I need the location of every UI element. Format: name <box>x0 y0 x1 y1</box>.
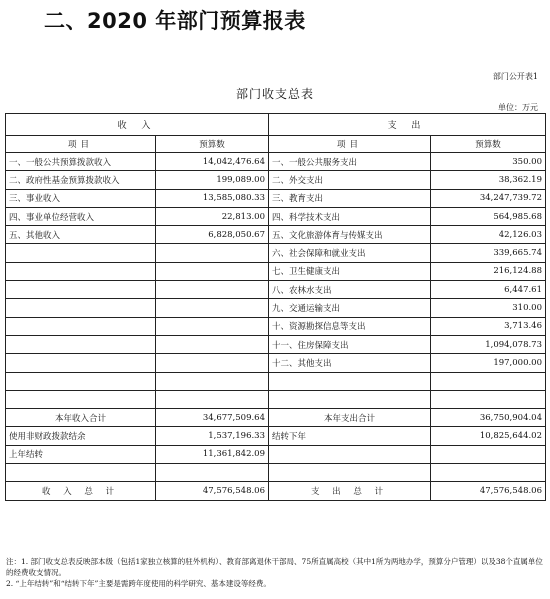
income-budget-header: 预算数 <box>156 136 269 153</box>
budget-table <box>5 113 546 501</box>
table-row <box>6 299 546 317</box>
income-item-value: 13,585,080.33 <box>156 189 269 207</box>
income-item-value <box>156 390 269 408</box>
year-income-value: 34,677,509.64 <box>156 409 269 427</box>
empty-cell <box>6 464 156 482</box>
expense-item-value: 34,247,739.72 <box>431 189 546 207</box>
expense-item-label: 四、科学技术支出 <box>269 207 431 225</box>
expense-item-label: 五、文化旅游体育与传媒支出 <box>269 226 431 244</box>
expense-item-value: 564,985.68 <box>431 207 546 225</box>
expense-item-label: 七、卫生健康支出 <box>269 262 431 280</box>
expense-item-value: 3,713.46 <box>431 317 546 335</box>
table-row <box>6 153 546 171</box>
table-row <box>6 262 546 280</box>
income-item-label <box>6 372 156 390</box>
income-item-label: 五、其他收入 <box>6 226 156 244</box>
income-item-label <box>6 262 156 280</box>
income-item-label <box>6 244 156 262</box>
total-row-year <box>6 409 546 427</box>
prior-carry-label: 上年结转 <box>6 445 156 463</box>
income-item-value <box>156 244 269 262</box>
expense-total-value: 47,576,548.06 <box>431 482 546 500</box>
income-header: 收 入 <box>6 114 269 136</box>
income-item-value <box>156 372 269 390</box>
expense-item-value <box>431 390 546 408</box>
header-row-sub <box>6 136 546 153</box>
income-item-label <box>6 354 156 372</box>
expense-item-label <box>269 372 431 390</box>
empty-cell <box>269 464 431 482</box>
table-row <box>6 390 546 408</box>
expense-item-label: 八、农林水支出 <box>269 281 431 299</box>
expense-item-value: 38,362.19 <box>431 171 546 189</box>
income-item-label <box>6 299 156 317</box>
table-row <box>6 281 546 299</box>
income-item-label: 二、政府性基金预算拨款收入 <box>6 171 156 189</box>
prior-carry-value: 11,361,842.09 <box>156 445 269 463</box>
table-title: 部门收支总表 <box>235 87 314 101</box>
total-row-balance <box>6 427 546 445</box>
empty-cell <box>156 464 269 482</box>
grand-total-row <box>6 482 546 500</box>
income-item-header: 项目 <box>6 136 156 153</box>
income-item-label <box>6 335 156 353</box>
expense-item-header: 项目 <box>269 136 431 153</box>
footnotes <box>6 556 546 589</box>
expense-item-value: 339,665.74 <box>431 244 546 262</box>
income-item-value: 14,042,476.64 <box>156 153 269 171</box>
income-item-value: 199,089.00 <box>156 171 269 189</box>
empty-row <box>6 464 546 482</box>
carry-forward-out-value: 10,825,644.02 <box>431 427 546 445</box>
expense-item-label: 六、社会保障和就业支出 <box>269 244 431 262</box>
footnote-2: 2. “上年结转”和“结转下年”主要是需跨年度使用的科学研究、基本建设等经费。 <box>6 579 271 588</box>
income-item-value <box>156 317 269 335</box>
header-row-main <box>6 114 546 136</box>
table-id-label: 部门公开表1 <box>492 72 538 81</box>
table-row <box>6 189 546 207</box>
expense-item-value: 216,124.88 <box>431 262 546 280</box>
table-row <box>6 354 546 372</box>
table-row <box>6 317 546 335</box>
income-item-value <box>156 335 269 353</box>
total-row-prior <box>6 445 546 463</box>
expense-item-label: 十二、其他支出 <box>269 354 431 372</box>
income-item-value <box>156 281 269 299</box>
year-income-label: 本年收入合计 <box>6 409 156 427</box>
income-total-value: 47,576,548.06 <box>156 482 269 500</box>
year-expense-value: 36,750,904.04 <box>431 409 546 427</box>
footnote-1: 注：1. 部门收支总表反映部本级（包括1家独立核算的驻外机构）、教育部离退休干部局、75所直属高校（其中1所为两地办学，预算分户管理）以及38个直属单位的经费收支情况。 <box>6 557 543 577</box>
non-fiscal-label: 使用非财政拨款结余 <box>6 427 156 445</box>
table-row <box>6 244 546 262</box>
table-row <box>6 171 546 189</box>
expense-item-value: 6,447.61 <box>431 281 546 299</box>
expense-item-value: 42,126.03 <box>431 226 546 244</box>
income-item-label <box>6 281 156 299</box>
expense-item-label: 一、一般公共服务支出 <box>269 153 431 171</box>
expense-item-label: 三、教育支出 <box>269 189 431 207</box>
expense-item-label: 二、外交支出 <box>269 171 431 189</box>
empty-cell <box>431 445 546 463</box>
expense-header: 支 出 <box>269 114 546 136</box>
unit-label: 单位：万元 <box>498 103 538 112</box>
table-row <box>6 372 546 390</box>
income-item-value: 22,813.00 <box>156 207 269 225</box>
expense-item-label: 十、资源勘探信息等支出 <box>269 317 431 335</box>
expense-item-value <box>431 372 546 390</box>
income-item-value <box>156 299 269 317</box>
expense-total-label: 支 出 总 计 <box>269 482 431 500</box>
expense-item-value: 310.00 <box>431 299 546 317</box>
table-row <box>6 226 546 244</box>
income-item-label: 一、一般公共预算拨款收入 <box>6 153 156 171</box>
expense-item-value: 1,094,078.73 <box>431 335 546 353</box>
expense-item-label <box>269 390 431 408</box>
page-heading: 二、2020 年部门预算报表 <box>44 9 306 33</box>
table-row <box>6 335 546 353</box>
income-item-label: 四、事业单位经营收入 <box>6 207 156 225</box>
expense-item-value: 197,000.00 <box>431 354 546 372</box>
income-item-label <box>6 317 156 335</box>
empty-cell <box>431 464 546 482</box>
income-item-label <box>6 390 156 408</box>
expense-item-value: 350.00 <box>431 153 546 171</box>
expense-item-label: 九、交通运输支出 <box>269 299 431 317</box>
income-item-value <box>156 354 269 372</box>
income-item-label: 三、事业收入 <box>6 189 156 207</box>
income-item-value <box>156 262 269 280</box>
carry-forward-out-label: 结转下年 <box>269 427 431 445</box>
expense-budget-header: 预算数 <box>431 136 546 153</box>
income-total-label: 收 入 总 计 <box>6 482 156 500</box>
year-expense-label: 本年支出合计 <box>269 409 431 427</box>
non-fiscal-value: 1,537,196.33 <box>156 427 269 445</box>
expense-item-label: 十一、住房保障支出 <box>269 335 431 353</box>
table-row <box>6 207 546 225</box>
income-item-value: 6,828,050.67 <box>156 226 269 244</box>
empty-cell <box>269 445 431 463</box>
